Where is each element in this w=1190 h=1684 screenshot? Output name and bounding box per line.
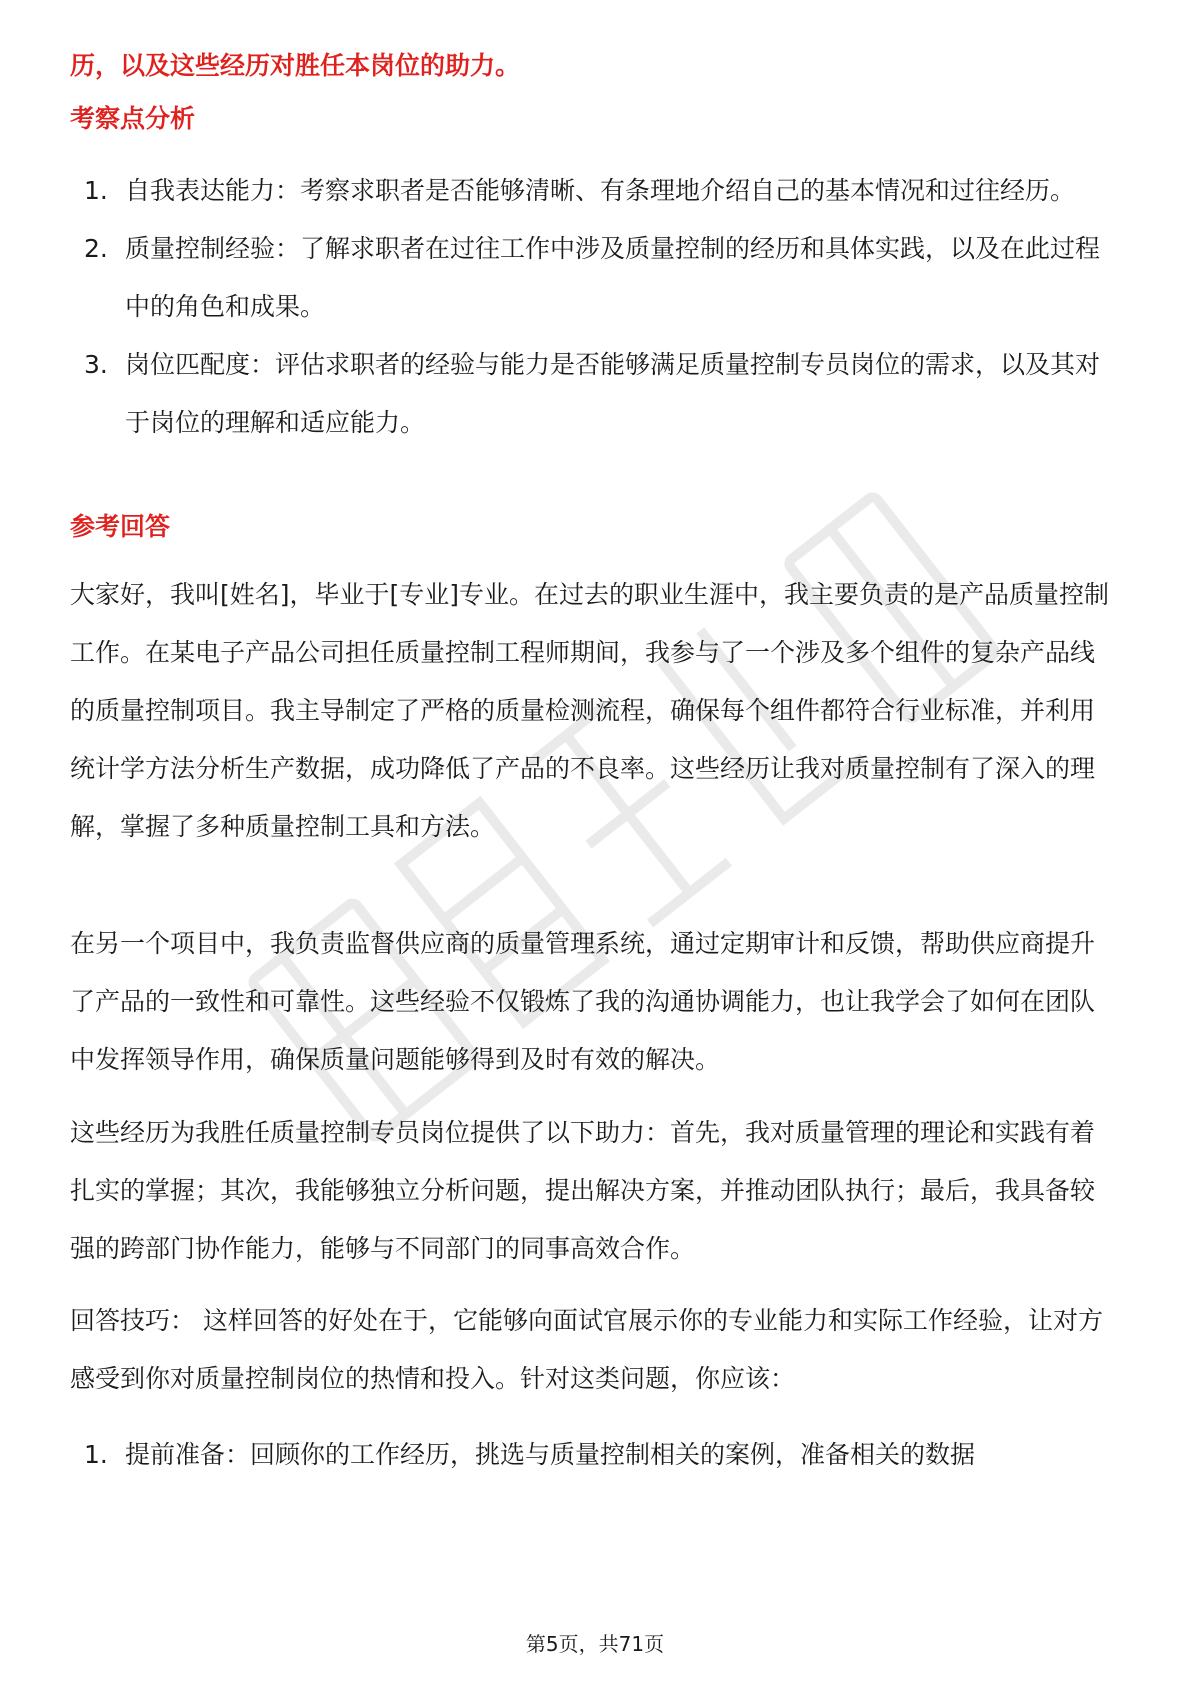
list-item [70, 336, 1115, 452]
answer-tips-paragraph: 回答技巧： 这样回答的好处在于，它能够向面试官展示你的专业能力和实际工作经验，让对方感受到你对质量控制岗位的热情和投入。针对这类问题，你应该： [70, 1306, 1103, 1393]
reference-paragraph-1: 大家好，我叫[姓名]，毕业于[专业]专业。在过去的职业生涯中，我主要负责的是产品质量控制工作。在某电子产品公司担任质量控制工程师期间，我参与了一个涉及多个组件的复杂产品线的质量控制项目。我主导制定了严格的质量检测流程，确保每个组件都符合行业标准，并利用统计学方法分析生产数据，成功降低了产品的不良率。这些经历让我对质量控制有了深入的理解，掌握了多种质量控制工具和方法。 [70, 580, 1110, 841]
list-item [70, 162, 1115, 220]
list-item-text: 自我表达能力：考察求职者是否能够清晰、有条理地介绍自己的基本情况和过往经历。 [125, 176, 1076, 205]
list-item-text: 提前准备：回顾你的工作经历，挑选与质量控制相关的案例，准备相关的数据 [125, 1440, 976, 1469]
analysis-list [70, 162, 1115, 452]
list-item-text: 质量控制经验：了解求职者在过往工作中涉及质量控制的经历和具体实践，以及在此过程中的角色和成果。 [125, 234, 1101, 321]
reference-paragraph-3: 这些经历为我胜任质量控制专员岗位提供了以下助力：首先，我对质量管理的理论和实践有着扎实的掌握；其次，我能够独立分析问题，提出解决方案，并推动团队执行；最后，我具备较强的跨部门协作能力，能够与不同部门的同事高效合作。 [70, 1118, 1096, 1263]
reference-paragraph-2: 在另一个项目中，我负责监督供应商的质量管理系统，通过定期审计和反馈，帮助供应商提升了产品的一致性和可靠性。这些经验不仅锻炼了我的沟通协调能力，也让我学会了如何在团队中发挥领导作用，确保质量问题能够得到及时有效的解决。 [70, 929, 1096, 1074]
continuation-heading: 历，以及这些经历对胜任本岗位的助力。 [70, 51, 521, 80]
list-item [70, 220, 1115, 336]
list-number: 1. [84, 1440, 108, 1469]
tips-list [70, 1426, 1115, 1484]
list-item [70, 1426, 1115, 1484]
list-item-text: 岗位匹配度：评估求职者的经验与能力是否能够满足质量控制专员岗位的需求，以及其对于岗位的理解和适应能力。 [125, 350, 1101, 437]
section-title-analysis: 考察点分析 [70, 104, 196, 133]
list-number: 2. [84, 234, 108, 263]
list-number: 3. [84, 350, 108, 379]
page-footer: 第5页，共71页 [525, 1632, 665, 1656]
section-title-reference: 参考回答 [70, 512, 171, 541]
list-number: 1. [84, 176, 108, 205]
